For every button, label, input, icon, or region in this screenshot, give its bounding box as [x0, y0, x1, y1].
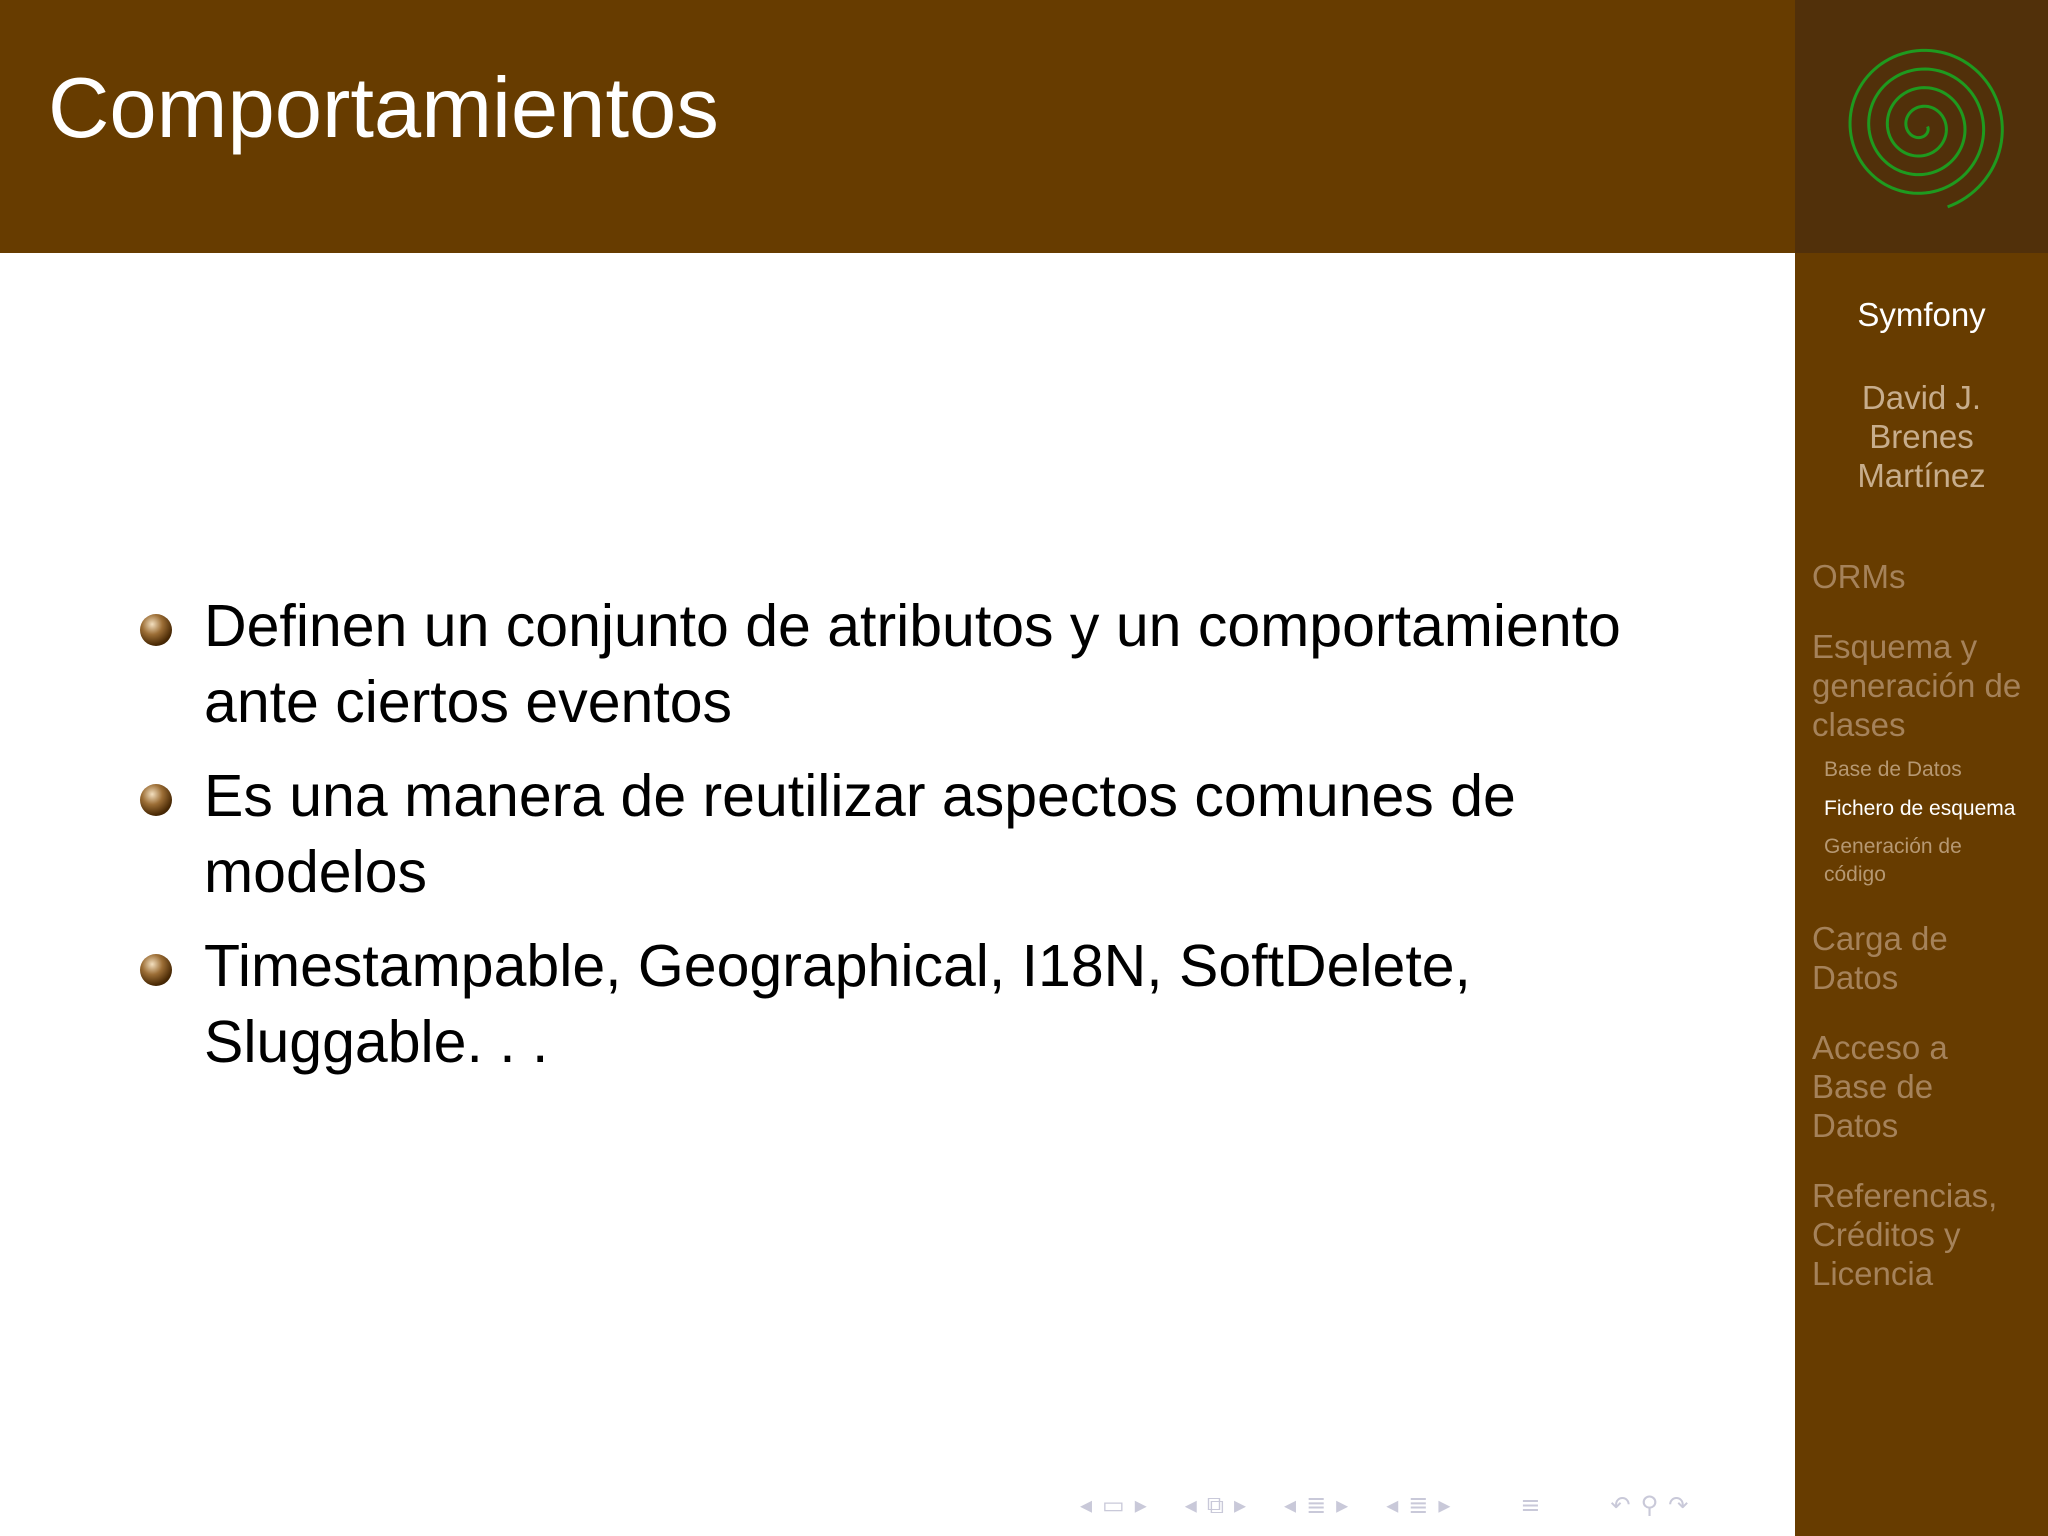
frame-title: Comportamientos [48, 61, 719, 156]
bullet-item [140, 928, 1700, 1080]
slides-stack-icon[interactable]: ⧉ [1206, 1491, 1224, 1519]
section-list-icon[interactable]: ≣ [1408, 1491, 1429, 1519]
redo-icon[interactable]: ↷ [1668, 1491, 1689, 1519]
section-line: Acceso a [1812, 1029, 1948, 1066]
section-line: Licencia [1812, 1255, 1934, 1292]
section-line: Referencias, [1812, 1177, 1998, 1214]
sidebar-subsection-base-de-datos[interactable] [1824, 756, 2046, 784]
search-icon[interactable]: ⚲ [1640, 1491, 1659, 1519]
section-line: Créditos y [1812, 1216, 1961, 1253]
section-line: Base de [1812, 1068, 1934, 1105]
subsection-line: Base de Datos [1824, 758, 1962, 781]
sidebar-section-carga-de-datos[interactable] [1812, 919, 2042, 997]
bullet-line: Es una manera de reutilizar aspectos comunes de [204, 763, 1516, 829]
undo-icon[interactable]: ↶ [1610, 1491, 1631, 1519]
sidebar-section-acceso-a-base-de-datos[interactable] [1812, 1028, 2042, 1145]
section-prev-icon[interactable]: ◂ [1386, 1491, 1399, 1519]
sidebar-presentation-title[interactable]: Symfony [1857, 296, 1986, 333]
slide-prev-icon[interactable]: ◂ [1184, 1491, 1197, 1519]
subsection-prev-icon[interactable]: ◂ [1284, 1491, 1297, 1519]
bullet-ball-icon [140, 954, 172, 986]
section-next-icon[interactable]: ▸ [1438, 1491, 1451, 1519]
bullet-line: Timestampable, Geographical, I18N, SoftDelete, [204, 933, 1471, 999]
bullet-line: ante ciertos eventos [204, 669, 733, 735]
bullet-line: modelos [204, 839, 428, 905]
author-line: Martínez [1857, 457, 1986, 494]
sidebar [1795, 0, 2048, 1536]
section-line: Esquema y [1812, 628, 1978, 665]
author-line: David J. [1861, 379, 1982, 416]
frame-icon[interactable]: ▭ [1102, 1491, 1125, 1519]
section-line: Datos [1812, 1107, 1899, 1144]
logo-area [1795, 0, 2048, 253]
bullet-line: Sluggable. . . [204, 1009, 549, 1075]
subsection-list-icon[interactable]: ≣ [1306, 1491, 1327, 1519]
subsection-line: código [1824, 863, 1886, 886]
sidebar-section-esquema[interactable] [1812, 627, 2042, 744]
bullet-list [140, 588, 1700, 1098]
toc-icon[interactable]: ≡ [1520, 1491, 1541, 1519]
section-line: Carga de [1812, 920, 1948, 957]
sidebar-subsection-generacion-de-codigo[interactable] [1824, 833, 2046, 889]
slide-next-icon[interactable]: ▸ [1233, 1491, 1247, 1519]
sidebar-section-orms[interactable] [1812, 557, 2042, 596]
bullet-line: Definen un conjunto de atributos y un comportamiento [204, 593, 1621, 659]
sidebar-section-referencias[interactable] [1812, 1176, 2042, 1293]
subsection-line: Fichero de esquema [1824, 797, 2016, 820]
section-line: clases [1812, 706, 1906, 743]
bullet-ball-icon [140, 614, 172, 646]
sidebar-subsection-fichero-de-esquema[interactable] [1824, 795, 2046, 823]
section-line: generación de [1812, 667, 2022, 704]
section-line: Datos [1812, 959, 1899, 996]
spiral-logo-icon [1835, 40, 2008, 213]
subsection-line: Generación de [1824, 835, 1962, 858]
bullet-item [140, 758, 1700, 910]
bullet-ball-icon [140, 784, 172, 816]
author-line: Brenes [1869, 418, 1974, 455]
navigation-bar [1080, 1490, 1688, 1520]
frame-prev-icon[interactable]: ◂ [1080, 1491, 1093, 1519]
section-line: ORMs [1812, 558, 1906, 595]
bullet-item [140, 588, 1700, 740]
subsection-next-icon[interactable]: ▸ [1336, 1491, 1349, 1519]
frame-header [0, 0, 1795, 253]
sidebar-author [1795, 378, 2048, 495]
frame-next-icon[interactable]: ▸ [1134, 1491, 1147, 1519]
